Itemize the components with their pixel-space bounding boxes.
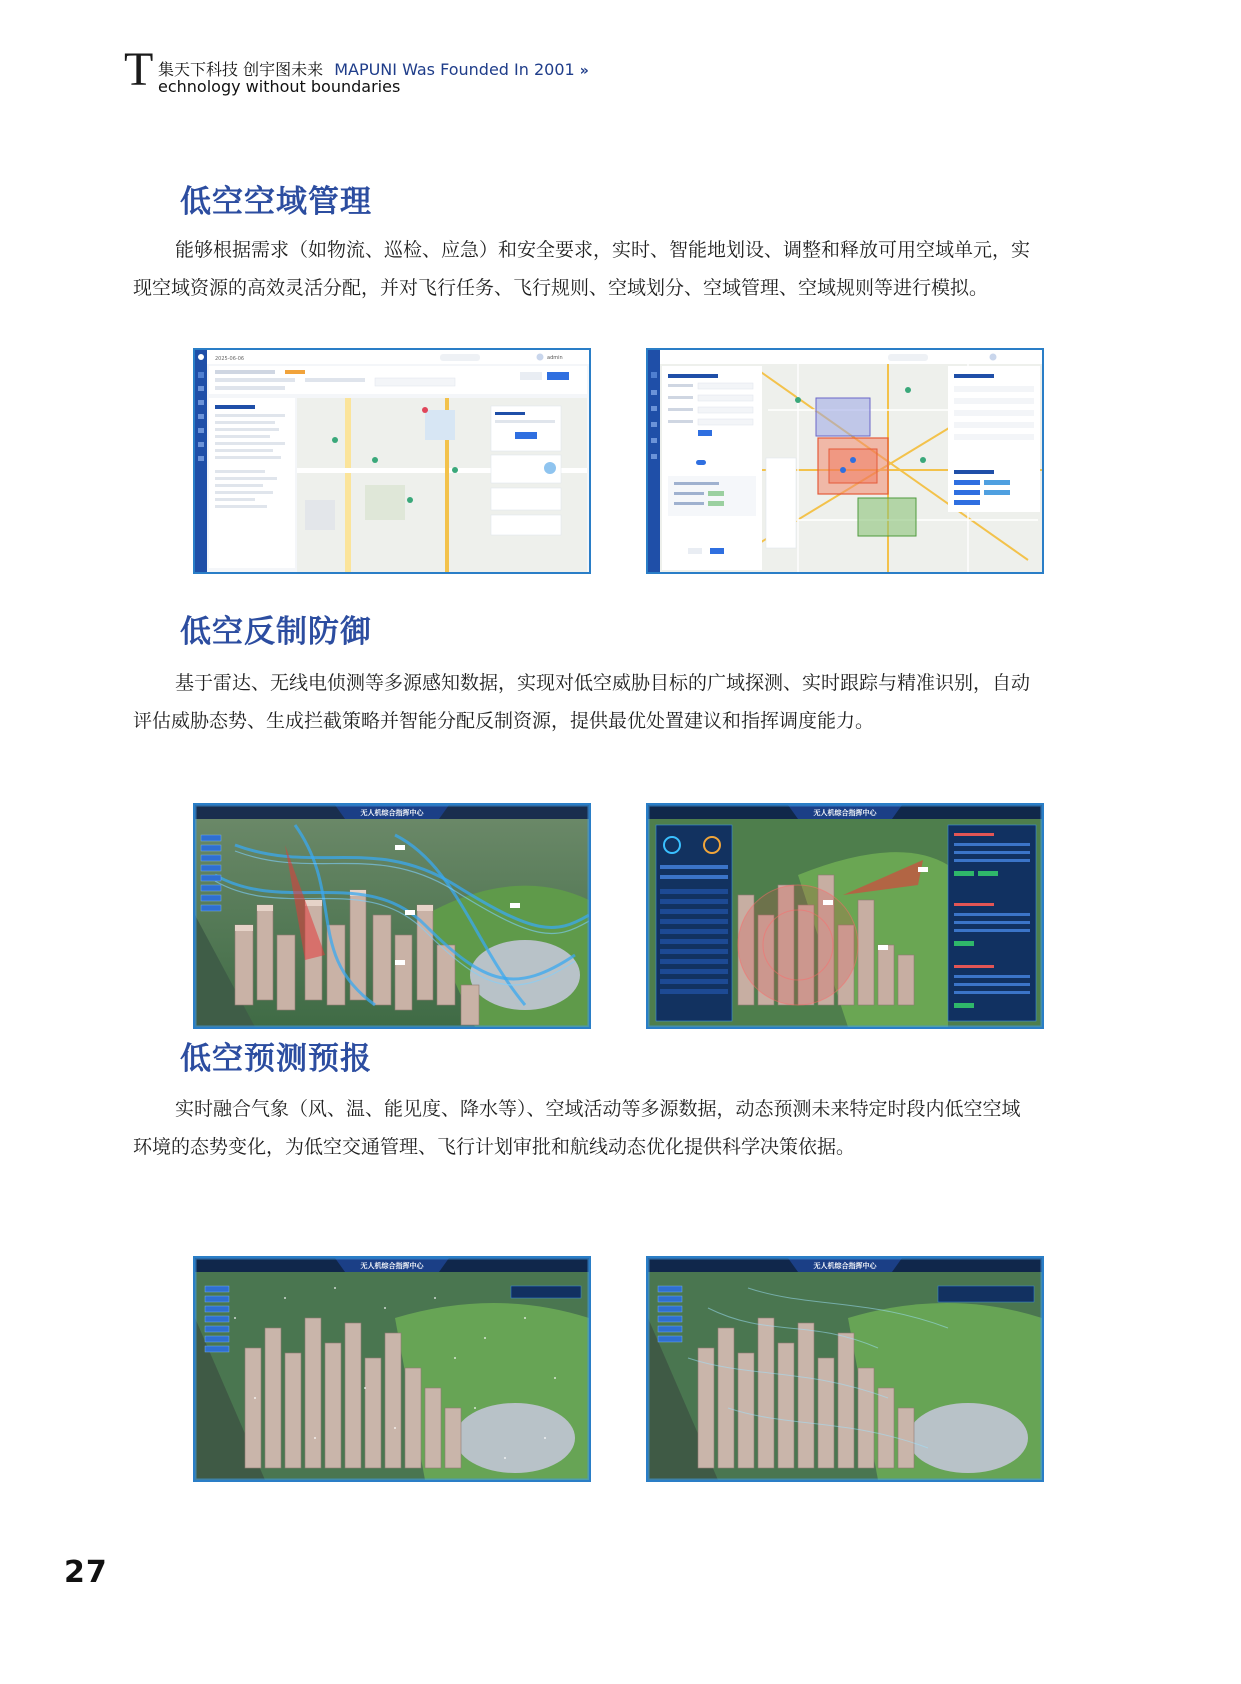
screenshot-forecast-wind bbox=[646, 1256, 1044, 1482]
text-line: 基于雷达、无线电侦测等多源感知数据，实现对低空威胁目标的广域探测、实时跟踪与精准识别，自动 bbox=[175, 672, 1031, 694]
section-title-counter-defense: 低空反制防御 bbox=[180, 614, 372, 650]
command-center-title: 无人机综合指挥中心 bbox=[813, 809, 877, 817]
section-title-airspace: 低空空域管理 bbox=[180, 184, 372, 220]
text-line: 能够根据需求（如物流、巡检、应急）和安全要求，实时、智能地划设、调整和释放可用空域单元，实 bbox=[175, 239, 1031, 261]
screenshot-airspace-management bbox=[193, 348, 591, 574]
command-center-title: 无人机综合指挥中心 bbox=[360, 1262, 424, 1270]
text-line: 环境的态势变化，为低空交通管理、飞行计划审批和航线动态优化提供科学决策依据。 bbox=[133, 1136, 856, 1158]
screenshot-defense-routes bbox=[193, 803, 591, 1029]
double-chevron-icon: » bbox=[579, 63, 589, 79]
command-center-title: 无人机综合指挥中心 bbox=[813, 1262, 877, 1270]
header-founded: MAPUNI Was Founded In 2001 bbox=[334, 60, 575, 79]
header-letter: T bbox=[124, 43, 154, 96]
section-text-airspace bbox=[133, 231, 1121, 307]
section-text-counter-defense bbox=[133, 664, 1121, 740]
command-center-title: 无人机综合指挥中心 bbox=[360, 809, 424, 817]
ui-date: 2025-06-06 bbox=[215, 356, 245, 362]
text-line: 现空域资源的高效灵活分配，并对飞行任务、飞行规则、空域划分、空域管理、空域规则等进行模拟。 bbox=[133, 277, 989, 299]
ui-user: admin bbox=[547, 355, 563, 361]
text-line: 评估威胁态势、生成拦截策略并智能分配反制资源，提供最优处置建议和指挥调度能力。 bbox=[133, 710, 875, 732]
screenshot-defense-threats bbox=[646, 803, 1044, 1029]
section-title-forecast: 低空预测预报 bbox=[180, 1041, 372, 1077]
page-number: 27 bbox=[64, 1555, 108, 1590]
screenshot-forecast-rain bbox=[193, 1256, 591, 1482]
text-line: 实时融合气象（风、温、能见度、降水等）、空域活动等多源数据，动态预测未来特定时段内低空空域 bbox=[175, 1098, 1021, 1120]
header-tagline: echnology without boundaries bbox=[158, 77, 401, 96]
screenshot-airspace-zoning bbox=[646, 348, 1044, 574]
header-slogan: 集天下科技 创宇图未来 bbox=[158, 60, 324, 79]
section-text-forecast bbox=[133, 1090, 1121, 1166]
